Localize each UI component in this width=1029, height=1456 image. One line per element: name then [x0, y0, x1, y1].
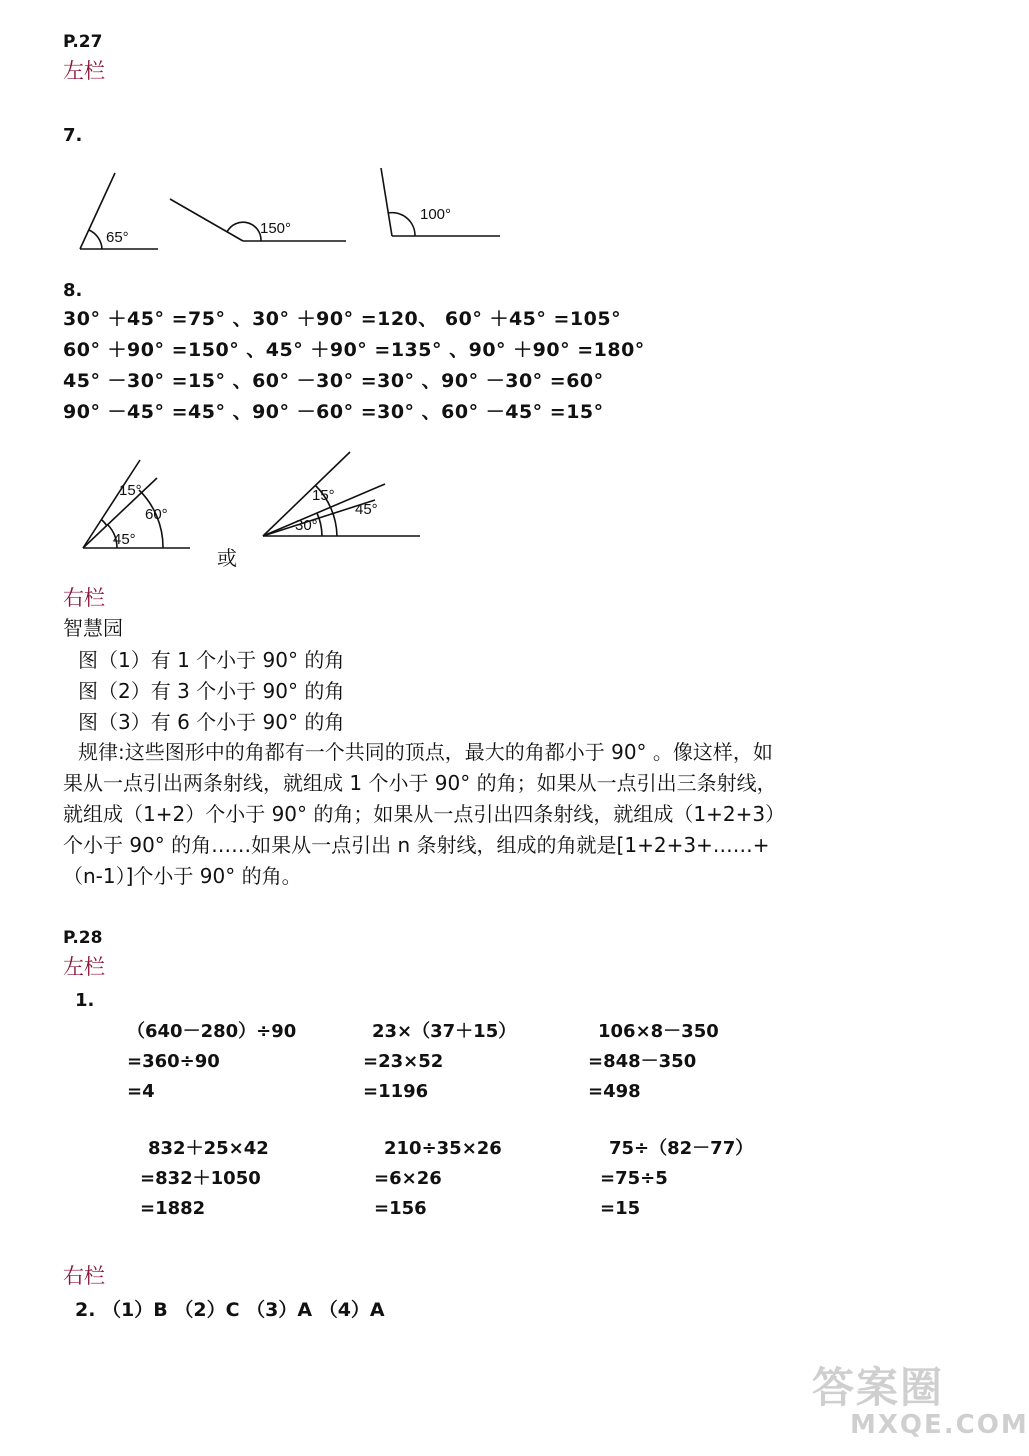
calc-3-line-1: 106×8－350 [598, 1021, 719, 1042]
calc-6-line-1: 75÷（82－77） [609, 1138, 754, 1159]
question-1-number: 1. [75, 990, 95, 1011]
angle-label-150: 150° [260, 220, 292, 237]
rule-line-5: （n-1）]个小于 90° 的角。 [63, 864, 302, 888]
q8-equation-line-4: 90° －45° =45° 、90° －60° =30° 、60° －45° =15° [63, 401, 604, 423]
question-7-number: 7. [63, 125, 83, 146]
question-2-answers: 2. （1）B （2）C （3）A （4）A [75, 1299, 385, 1321]
rule-line-4: 个小于 90° 的角……如果从一点引出 n 条射线，组成的角就是[1+2+3+……+ [63, 833, 770, 857]
calc-1-line-2: =360÷90 [127, 1051, 220, 1072]
calc-3-line-3: =498 [588, 1081, 641, 1102]
angle-label-65: 65° [106, 229, 129, 246]
fig2-label-15: 15° [312, 487, 335, 504]
wisdom-item-1: 图（1）有 1 个小于 90° 的角 [78, 648, 345, 672]
q8-figure-2 [263, 452, 420, 536]
calc-4-line-3: =1882 [140, 1198, 206, 1219]
page-label-p27: P.27 [63, 32, 103, 52]
angle-150-figure [170, 199, 346, 241]
question-8-angle-figures [75, 450, 435, 580]
angle-100-figure [381, 168, 500, 236]
rule-line-1: 规律:这些图形中的角都有一个共同的顶点，最大的角都小于 90° 。像这样，如 [78, 740, 773, 764]
fig2-label-30: 30° [295, 517, 318, 534]
q8-equation-line-3: 45° －30° =15° 、60° －30° =30° 、90° －30° =60° [63, 370, 604, 392]
left-column-heading: 左栏 [63, 59, 105, 83]
calc-5-line-3: =156 [374, 1198, 427, 1219]
fig1-label-45: 45° [113, 531, 136, 548]
wisdom-item-3: 图（3）有 6 个小于 90° 的角 [78, 710, 345, 734]
angle-label-100: 100° [420, 206, 452, 223]
calc-2-line-2: =23×52 [363, 1051, 444, 1072]
q8-equation-line-2: 60° ＋90° =150° 、45° ＋90° =135° 、90° ＋90° =180° [63, 339, 645, 361]
rule-line-2: 果从一点引出两条射线，就组成 1 个小于 90° 的角；如果从一点引出三条射线， [63, 771, 777, 795]
calc-5-line-2: =6×26 [374, 1168, 442, 1189]
calc-3-line-2: =848－350 [588, 1051, 697, 1072]
calc-2-line-1: 23×（37＋15） [372, 1021, 517, 1042]
right-column-heading-p28: 右栏 [63, 1264, 105, 1288]
calc-4-line-2: =832＋1050 [140, 1168, 261, 1189]
watermark-url: MXQE.COM [850, 1410, 1029, 1440]
calc-1-line-3: =4 [127, 1081, 155, 1102]
q8-figure-1 [83, 460, 190, 548]
question-7-angle-figures [70, 160, 530, 260]
calc-5-line-1: 210÷35×26 [384, 1138, 502, 1159]
calc-4-line-1: 832＋25×42 [148, 1138, 269, 1159]
or-label: 或 [217, 546, 237, 570]
fig2-label-45: 45° [355, 501, 378, 518]
q8-equation-line-1: 30° ＋45° =75° 、30° ＋90° =120、 60° ＋45° =105° [63, 308, 622, 330]
wisdom-item-2: 图（2）有 3 个小于 90° 的角 [78, 679, 345, 703]
calc-1-line-1: （640－280）÷90 [127, 1021, 297, 1042]
fig1-label-15: 15° [119, 482, 142, 499]
question-8-number: 8. [63, 280, 83, 301]
page-label-p28: P.28 [63, 928, 103, 948]
rule-line-3: 就组成（1+2）个小于 90° 的角；如果从一点引出四条射线，就组成（1+2+3） [63, 802, 786, 826]
watermark-logo: 答案圈 [812, 1363, 945, 1412]
left-column-heading-p28: 左栏 [63, 955, 105, 979]
calc-6-line-3: =15 [600, 1198, 641, 1219]
fig1-label-60: 60° [145, 506, 168, 523]
wisdom-garden-title: 智慧园 [63, 616, 123, 640]
calc-6-line-2: =75÷5 [600, 1168, 668, 1189]
calc-2-line-3: =1196 [363, 1081, 429, 1102]
right-column-heading: 右栏 [63, 586, 105, 610]
